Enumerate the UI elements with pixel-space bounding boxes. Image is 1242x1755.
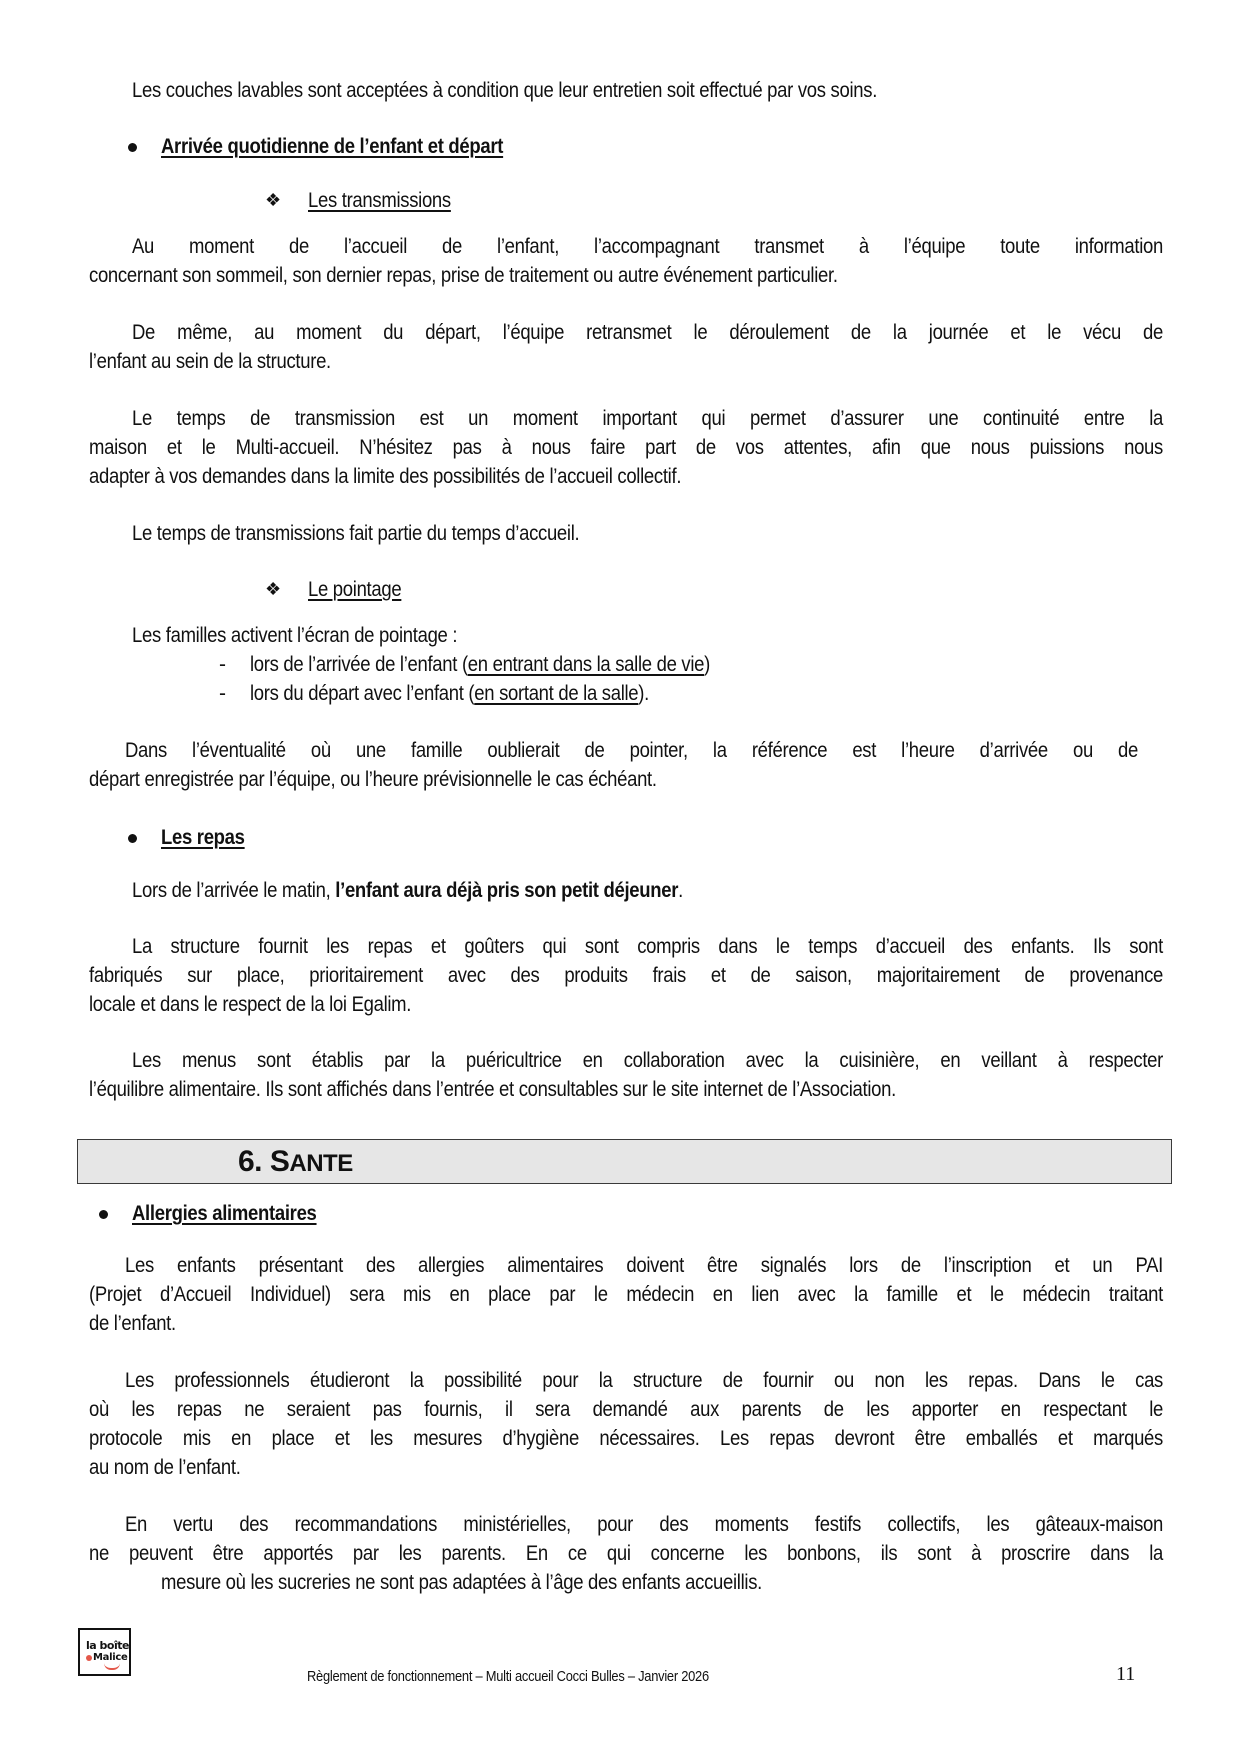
list-item-after: ) <box>704 652 711 676</box>
list-item-text: lors de l’arrivée de l’enfant ( <box>250 652 468 676</box>
paragraph-line: Le temps de transmission est un moment important qui permet d’assurer une continuité entre la <box>132 406 1163 430</box>
paragraph-line: maison et le Multi-accueil. N’hésitez pas à nous faire part de vos attentes, afin que nous puissions nous <box>89 435 1163 459</box>
subheading-transmissions: Les transmissions <box>308 188 451 212</box>
paragraph-line: l’enfant au sein de la structure. <box>89 349 331 373</box>
list-item-after: ). <box>638 681 649 705</box>
logo-la-boite-a-malice <box>78 1628 131 1676</box>
paragraph-line: départ enregistrée par l’équipe, ou l’heure prévisionnelle le cas échéant. <box>89 767 657 791</box>
diamond-bullet-icon: ❖ <box>265 579 282 599</box>
logo-text-line2: Malice <box>93 1652 128 1663</box>
diamond-bullet-icon: ❖ <box>265 190 282 210</box>
paragraph-temps-transmissions: Le temps de transmissions fait partie du temps d’accueil. <box>132 521 580 545</box>
paragraph-line: Au moment de l’accueil de l’enfant, l’accompagnant transmet à l’équipe toute information <box>132 234 1163 258</box>
text-bold: l’enfant aura déjà pris son petit déjeuner <box>335 878 679 902</box>
paragraph-line: au nom de l’enfant. <box>89 1455 241 1479</box>
section-title <box>238 1144 353 1182</box>
list-item <box>250 679 649 708</box>
paragraph-pointage-intro: Les familles activent l’écran de pointage : <box>132 623 458 647</box>
bullet-icon <box>128 143 137 152</box>
paragraph-line: concernant son sommeil, son dernier repas, prise de traitement ou autre événement particulier. <box>89 263 838 287</box>
paragraph-line: La structure fournit les repas et goûters qui sont compris dans le temps d’accueil des enfants. Ils sont <box>132 934 1163 958</box>
list-item-underlined: en entrant dans la salle de vie <box>467 652 705 676</box>
list-item-underlined: en sortant de la salle <box>474 681 639 705</box>
subheading-pointage: Le pointage <box>308 577 402 601</box>
footer-text: Règlement de fonctionnement – Multi accueil Cocci Bulles – Janvier 2026 <box>307 1668 709 1685</box>
paragraph-line: Dans l’éventualité où une famille oublierait de pointer, la référence est l’heure d’arrivée ou de <box>125 738 1138 762</box>
paragraph-line: où les repas ne seraient pas fournis, il sera demandé aux parents de les apporter en respectant le <box>89 1397 1163 1421</box>
text-suffix: . <box>678 878 683 902</box>
dash-bullet: - <box>219 653 226 676</box>
heading-allergies: Allergies alimentaires <box>132 1201 317 1225</box>
section-title-rest: ANTE <box>289 1150 353 1177</box>
paragraph-line: locale et dans le respect de la loi Egalim. <box>89 992 412 1016</box>
paragraph-couches-lavables: Les couches lavables sont acceptées à condition que leur entretien soit effectué par vos soins. <box>132 78 878 102</box>
paragraph-line: protocole mis en place et les mesures d’hygiène nécessaires. Les repas devront être emballés et marqués <box>89 1426 1163 1450</box>
paragraph-line: ne peuvent être apportés par les parents. En ce qui concerne les bonbons, ils sont à proscrire dans la <box>89 1541 1163 1565</box>
paragraph-line: mesure où les sucreries ne sont pas adaptées à l’âge des enfants accueillis. <box>161 1570 763 1594</box>
paragraph-line: De même, au moment du départ, l’équipe retransmet le déroulement de la journée et le vécu de <box>132 320 1163 344</box>
bullet-icon <box>128 834 137 843</box>
paragraph-petit-dejeuner <box>132 876 683 905</box>
paragraph-line: (Projet d’Accueil Individuel) sera mis en place par le médecin en lien avec la famille et le médecin traitant <box>89 1282 1163 1306</box>
logo-text-line1: la boîte <box>86 1639 129 1652</box>
dash-bullet: - <box>219 682 226 705</box>
logo-dot-icon <box>86 1655 92 1661</box>
logo-smile-icon <box>104 1663 120 1670</box>
paragraph-line: Les enfants présentant des allergies alimentaires doivent être signalés lors de l’inscription et un PAI <box>125 1253 1163 1277</box>
paragraph-line: En vertu des recommandations ministérielles, pour des moments festifs collectifs, les gâteaux-maison <box>125 1512 1163 1536</box>
section-number: 6. S <box>238 1145 290 1178</box>
heading-arrivee-depart: Arrivée quotidienne de l’enfant et départ <box>161 134 504 158</box>
list-item <box>250 650 710 679</box>
text-prefix: Lors de l’arrivée le matin, <box>132 878 336 902</box>
heading-repas: Les repas <box>161 825 245 849</box>
paragraph-line: Les professionnels étudieront la possibilité pour la structure de fournir ou non les repas. Dans le cas <box>125 1368 1163 1392</box>
section-header-sante <box>77 1139 1172 1184</box>
paragraph-line: de l’enfant. <box>89 1311 176 1335</box>
list-item-text: lors du départ avec l’enfant ( <box>250 681 475 705</box>
paragraph-line: adapter à vos demandes dans la limite des possibilités de l’accueil collectif. <box>89 464 682 488</box>
page-number: 11 <box>1116 1663 1136 1685</box>
paragraph-line: Les menus sont établis par la puéricultrice en collaboration avec la cuisinière, en veillant à respecter <box>132 1048 1163 1072</box>
paragraph-line: fabriqués sur place, prioritairement avec des produits frais et de saison, majoritairement de provenance <box>89 963 1163 987</box>
paragraph-line: l’équilibre alimentaire. Ils sont affichés dans l’entrée et consultables sur le site internet de l’Association. <box>89 1077 896 1101</box>
bullet-icon <box>99 1210 108 1219</box>
